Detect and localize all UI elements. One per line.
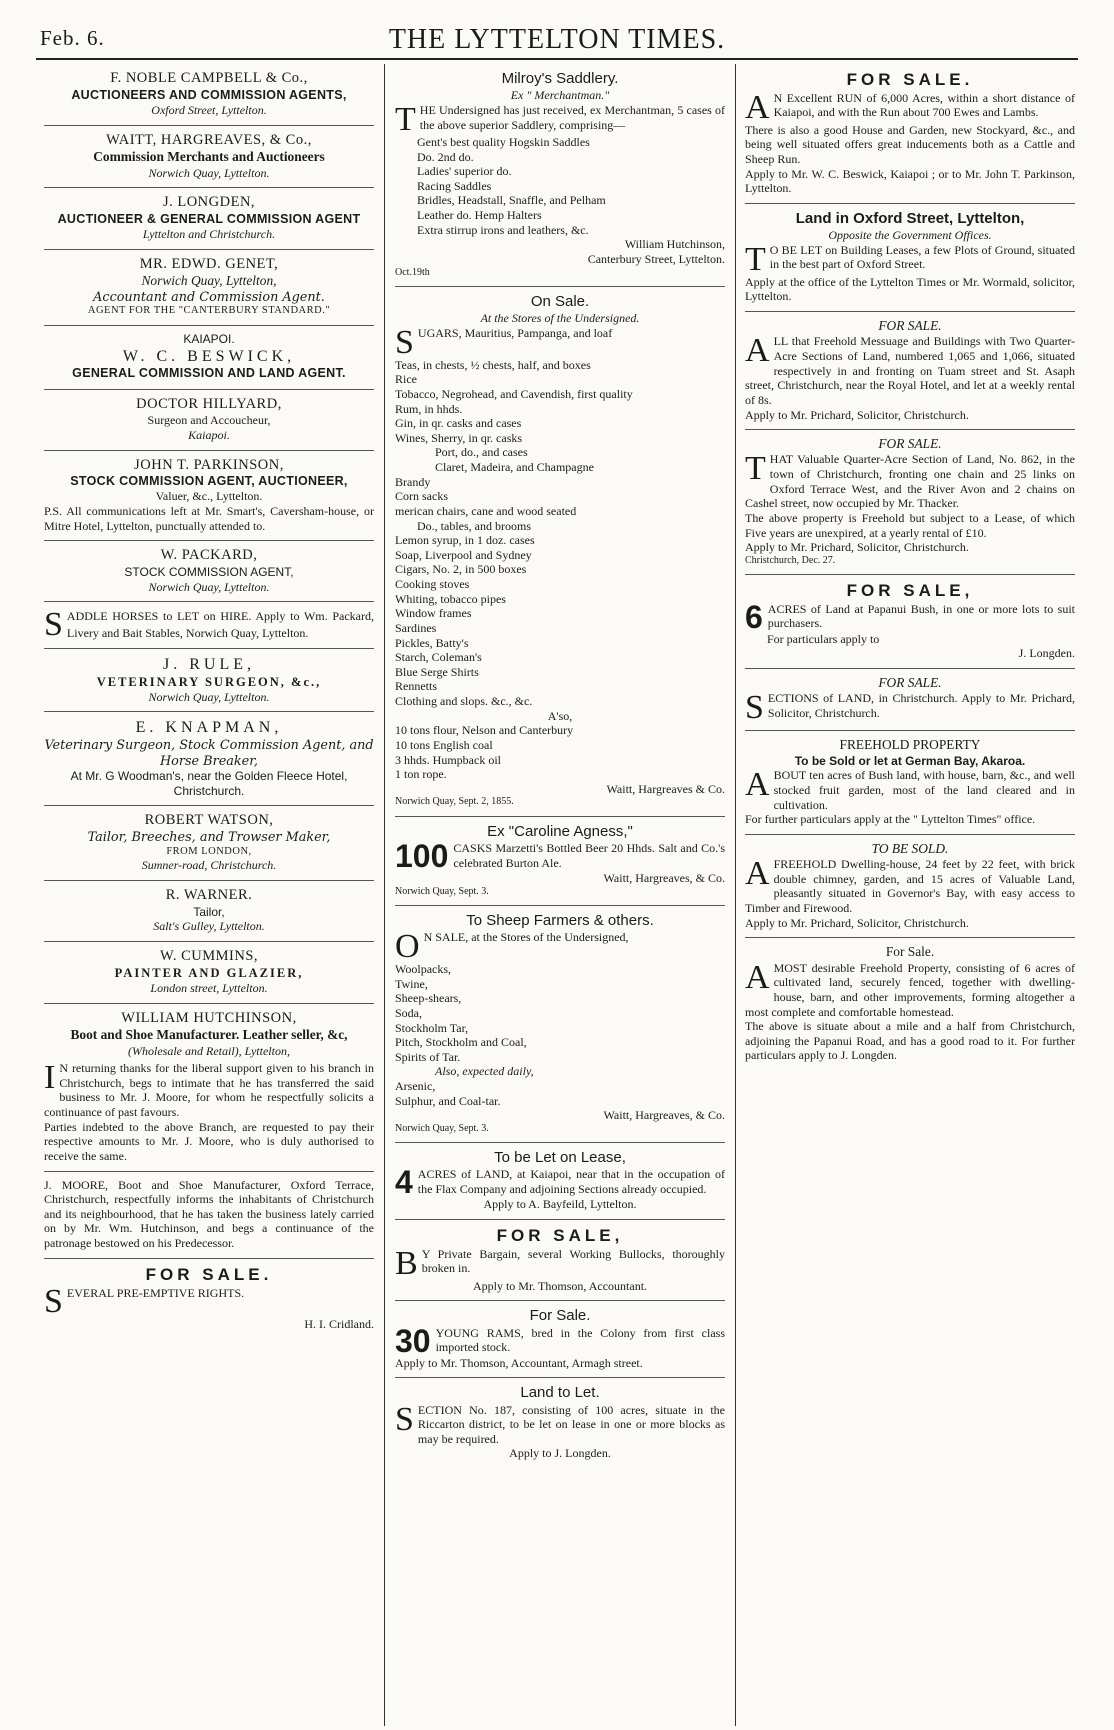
ad-rule [44, 649, 374, 712]
ad-body-text: N returning thanks for the liberal support given to his branch in Christchurch, begs to intimate that he has transferred the said business to Mr. J. Moore, for whom he respectfully solicits a continuance of past favours. [44, 1061, 374, 1120]
list-item: 1 ton rope. [395, 767, 447, 782]
ad-signature: H. I. Cridland. [304, 1317, 374, 1332]
ad-signature: Waitt, Hargreaves, & Co. [603, 1108, 725, 1123]
ad-address: Norwich Quay, Lyttelton. [148, 689, 270, 704]
ad-apply: Apply to J. Longden. [509, 1446, 611, 1461]
ad-address: Norwich Quay, Lyttelton, [141, 273, 277, 289]
ad-line: For particulars apply to [767, 631, 880, 646]
ad-signature: Waitt, Hargreaves, & Co. [603, 870, 725, 885]
ad-head: Land in Oxford Street, Lyttelton, [795, 209, 1025, 227]
ad-firm: DOCTOR HILLYARD, [136, 395, 282, 412]
list-note: Also, expected daily, [435, 1064, 534, 1079]
ad-note: AGENT FOR THE "CANTERBURY STANDARD." [87, 305, 331, 317]
list-item: A'so, [547, 708, 573, 723]
ad-body-text: O BE LET on Building Leases, a few Plots of Ground, situated in the best part of Oxford Street. [769, 242, 1075, 272]
ad-apply: Apply to Mr. Prichard, Solicitor, Christchurch. [745, 540, 969, 555]
ad-body [745, 452, 1075, 511]
ad-oxford-street-land [745, 204, 1075, 312]
list-item: Extra stirrup irons and leathers, &c. [417, 222, 589, 237]
list-item: Lemon syrup, in 1 doz. cases [395, 533, 535, 548]
ad-head: FOR SALE. [878, 436, 942, 452]
ad-moore [44, 1172, 374, 1259]
column-2 [395, 64, 725, 1726]
list-item: Cooking stoves [395, 577, 470, 592]
ad-head: Milroy's Saddlery. [501, 70, 619, 87]
ad-parkinson [44, 451, 374, 542]
ad-date: Norwich Quay, Sept. 2, 1855. [395, 796, 514, 808]
ad-body [745, 689, 1075, 727]
ad-firm: WAITT, HARGREAVES, & Co., [106, 131, 312, 148]
list-item: Arsenic, [395, 1079, 436, 1093]
ad-address: Norwich Quay, Lyttelton. [148, 165, 270, 180]
ad-pre-emptive [44, 1259, 374, 1339]
list-item: Teas, in chests, ½ chests, half, and boxes [395, 357, 591, 372]
item-list [395, 358, 725, 782]
ad-head: On Sale. [530, 292, 590, 310]
ad-hutchinson [44, 1004, 374, 1172]
ad-role: Veterinary Surgeon, Stock Commission Agent, and Horse Breaker, [44, 737, 374, 769]
drop-cap: S [395, 1400, 414, 1438]
list-item: Gent's best quality Hogskin Saddles [417, 134, 590, 149]
ad-body-text: ECTION No. 187, consisting of 100 acres, situate in the Riccarton district, to be let on lease in one or more blocks as may be required. [417, 1402, 725, 1446]
ad-role: GENERAL COMMISSION AND LAND AGENT. [72, 366, 346, 381]
ad-waitt [44, 126, 374, 189]
ad-address: Sumner-road, Christchurch. [141, 858, 277, 873]
list-item: Rennetts [395, 679, 437, 694]
list-item: Twine, [395, 976, 428, 991]
column-1 [44, 64, 374, 1726]
ad-date: Christchurch, Dec. 27. [745, 554, 836, 566]
ad-head: FOR SALE. [878, 318, 942, 334]
ad-firm: ROBERT WATSON, [144, 812, 274, 829]
ad-sub: Opposite the Government Offices. [828, 228, 992, 243]
ad-signature: William Hutchinson, [624, 237, 725, 252]
lead-number: 6 [745, 598, 763, 635]
ad-hillyard [44, 390, 374, 451]
list-item: 10 tons English coal [395, 737, 493, 752]
ad-campbell [44, 64, 374, 126]
ad-warner [44, 881, 374, 942]
ad-body [395, 1400, 725, 1447]
list-item: merican chairs, cane and wood seated [395, 503, 577, 518]
list-item: Pitch, Stockholm and Coal, [395, 1035, 527, 1050]
ad-body-text: ECTIONS of LAND, in Christchurch. Apply to Mr. Prichard, Solicitor, Christchurch. [767, 691, 1075, 720]
ad-young-rams [395, 1301, 725, 1378]
drop-cap: A [745, 88, 770, 126]
ad-land-to-let [395, 1378, 725, 1468]
ad-sub: To be Sold or let at German Bay, Akaroa. [794, 753, 1026, 768]
ad-signature: Waitt, Hargreaves & Co. [606, 781, 725, 796]
list-item: Leather do. Hemp Halters [417, 208, 542, 223]
item-list [395, 135, 725, 237]
ad-body [395, 837, 725, 874]
ad-head: For Sale. [885, 944, 935, 960]
ad-milroy-saddlery [395, 64, 725, 287]
list-item: Starch, Coleman's [395, 650, 482, 665]
ad-sub: Ex " Merchantman." [510, 88, 610, 103]
ad-firm: WILLIAM HUTCHINSON, [121, 1009, 297, 1026]
ad-on-sale-stores [395, 287, 725, 817]
ad-body [44, 1283, 374, 1321]
ad-apply: Apply to Mr. Prichard, Solicitor, Christchurch. [745, 915, 969, 930]
list-item: Soda, [395, 1005, 422, 1020]
ad-from: FROM LONDON, [166, 845, 252, 857]
ad-body-text: ACRES of Land at Papanui Bush, in one or more lots to suit purchasers. [767, 601, 1075, 631]
ad-governors-bay [745, 835, 1075, 938]
ad-cummins [44, 942, 374, 1004]
item-list [395, 962, 725, 1108]
ad-papanui-homestead [745, 938, 1075, 1070]
ad-head: Ex "Caroline Agness," [487, 822, 633, 840]
ad-role: STOCK COMMISSION AGENT, AUCTIONEER, [70, 474, 348, 489]
list-item: Sulphur, and Coal-tar. [395, 1093, 501, 1108]
list-item: Woolpacks, [395, 962, 452, 976]
ad-head: Land to Let. [520, 1384, 600, 1402]
ad-body-text: CASKS Marzetti's Bottled Beer 20 Hhds. Salt and Co.'s celebrated Burton Ale. [453, 840, 725, 870]
list-item: Brandy [395, 474, 431, 489]
list-item: Claret, Madeira, and Champagne [435, 460, 594, 475]
ad-working-bullocks [395, 1220, 725, 1301]
list-item: Wines, Sherry, in qr. casks [395, 430, 523, 445]
list-item: Corn sacks [395, 489, 448, 504]
ad-body-text: BOUT ten acres of Bush land, with house, barn, &c., and well stocked fruit garden, most of the land cleared and in cultivation. [773, 768, 1075, 812]
column-divider-1 [384, 64, 385, 1726]
column-divider-2 [735, 64, 736, 1726]
ad-sheep-farmers [395, 906, 725, 1143]
list-item: Stockholm Tar, [395, 1020, 469, 1035]
list-item: Tobacco, Negrohead, and Cavendish, first quality [395, 386, 633, 401]
ad-firm: JOHN T. PARKINSON, [134, 456, 284, 473]
ad-body-text: ACRES of LAND, at Kaiapoi, near that in the occupation of the Flax Company and adjoining Sections already occupied. [417, 1167, 725, 1196]
ad-german-bay [745, 731, 1075, 834]
ad-body [745, 598, 1075, 635]
ad-address: London street, Lyttelton. [150, 980, 268, 995]
ad-body-text: HAT Valuable Quarter-Acre Section of Land, No. 862, in the town of Christchurch, fronting one chain and 25 links on Oxford Terrace West, and the River Avon and 2 chains on Cashel street, now occupied by Mr. Thacker. [745, 452, 1075, 511]
ad-role: VETERINARY SURGEON, &c., [96, 674, 322, 689]
ad-body-text: HE Undersigned has just received, ex Merchantman, 5 cases of the above superior Saddlery, comprising— [419, 102, 725, 132]
drop-cap: S [395, 323, 414, 361]
ad-body [745, 240, 1075, 278]
list-item: Gin, in qr. casks and cases [395, 416, 522, 431]
ad-head: FREEHOLD PROPERTY [839, 737, 981, 753]
ad-firm: E. KNAPMAN, [135, 719, 283, 737]
ad-role: Tailor, [193, 904, 225, 919]
ad-signature-address: Canterbury Street, Lyttelton. [587, 251, 725, 266]
ad-watson [44, 806, 374, 881]
ad-address: Oxford Street, Lyttelton. [151, 102, 267, 117]
list-item: Pickles, Batty's [395, 635, 469, 650]
list-item: Bridles, Headstall, Snaffle, and Pelham [417, 193, 606, 208]
masthead-rule [36, 58, 1078, 60]
ad-date: Norwich Quay, Sept. 3. [395, 885, 489, 897]
list-item: Rice [395, 372, 417, 387]
ad-body [745, 958, 1075, 1020]
list-item: Port, do., and cases [435, 445, 528, 460]
ad-head: FOR SALE. [878, 675, 942, 691]
ad-freehold-messuage [745, 312, 1075, 430]
ad-body [745, 857, 1075, 916]
ad-firm: W. PACKARD, [160, 547, 258, 564]
ad-genet [44, 250, 374, 326]
issue-date: Feb. 6. [40, 26, 105, 50]
lead-number: 30 [395, 1322, 431, 1359]
ad-body-2: Parties indebted to the above Branch, are requested to pay their respective amounts to Mr. J. Moore, who is duly authorised to receive the same. [44, 1119, 374, 1163]
ad-head: TO BE SOLD. [871, 840, 949, 856]
ad-body: ADDLE HORSES to LET on HIRE. Apply to Wm. Packard, Livery and Bait Stables, Norwich Quay, Lyttelton. [66, 609, 374, 640]
ad-body [395, 1164, 725, 1201]
ad-body-2: The above property is Freehold but subject to a Lease, of which Five years are unexpired, at a yearly rental of £10. [745, 510, 1075, 540]
ad-body: J. MOORE, Boot and Shoe Manufacturer, Oxford Terrace, Christchurch, respectfully informs the inhabitants of Christchurch and its neighbourhood, that he has taken the business lately carried on by Mr. Wm. Hutchinson, and begs a continuance of the patronage bestowed on his Predecessor. [44, 1177, 374, 1251]
ad-body-2: For further particulars apply at the " Lyttelton Times" office. [745, 812, 1036, 827]
ad-apply: Apply to Mr. Thomson, Accountant. [472, 1278, 648, 1293]
list-item: Spirits of Tar. [395, 1049, 461, 1064]
lead-number: 4 [395, 1164, 413, 1201]
ad-body-text: EVERAL PRE-EMPTIVE RIGHTS. [66, 1286, 245, 1301]
ad-sections-christchurch [745, 669, 1075, 731]
ad-quarter-acre [745, 430, 1075, 575]
list-item: Do. 2nd do. [417, 149, 474, 164]
ad-saddle-horses [44, 602, 374, 649]
ad-role: AUCTIONEERS AND COMMISSION AGENTS, [71, 87, 347, 102]
ad-head: FOR SALE. [145, 1264, 273, 1284]
ad-firm: W. CUMMINS, [159, 948, 259, 965]
ad-body [395, 928, 725, 965]
drop-cap: S [44, 606, 63, 644]
drop-cap: O [395, 928, 420, 965]
ad-body [745, 88, 1075, 126]
ad-body-2: There is also a good House and Garden, new Stockyard, &c., and being well situated offers great inducements both as a Cattle and Sheep Run. [745, 122, 1075, 166]
ad-longden [44, 188, 374, 250]
ad-head: FOR SALE. [846, 70, 974, 89]
ad-body [44, 1061, 374, 1120]
lead-number: 100 [395, 837, 449, 874]
ad-knapman [44, 712, 374, 806]
ad-body-text: FREEHOLD Dwelling-house, 24 feet by 22 feet, with brick double chimney, garden, and 15 acres of Valuable Land, pleasantly situated in Governor's Bay, with easy access to Timber and Firewood. [745, 857, 1075, 916]
ad-papanui-bush [745, 575, 1075, 669]
ad-role: PAINTER AND GLAZIER, [114, 965, 304, 980]
ad-apply: Apply to Mr. Prichard, Solicitor, Christchurch. [745, 407, 969, 422]
ad-packard [44, 541, 374, 602]
ad-let-on-lease [395, 1143, 725, 1220]
ad-body-text: Y Private Bargain, several Working Bullocks, thoroughly broken in. [421, 1246, 725, 1276]
ad-role: Boot and Shoe Manufacturer. Leather seller, &c, [70, 1027, 348, 1043]
list-item: Blue Serge Shirts [395, 664, 479, 679]
ad-body [395, 323, 725, 361]
ad-address: Lyttelton and Christchurch. [142, 227, 276, 242]
ad-body [395, 1244, 725, 1282]
list-item: 3 hhds. Humpback oil [395, 752, 501, 767]
masthead [40, 20, 1074, 54]
list-item: Ladies' superior do. [417, 164, 512, 179]
ad-line: Valuer, &c., Lyttelton. [155, 489, 263, 504]
drop-cap: T [745, 450, 766, 488]
ad-caroline-agness [395, 817, 725, 906]
list-item: Racing Saddles [417, 178, 492, 193]
drop-cap: A [745, 958, 770, 996]
ad-address: Norwich Quay, Lyttelton. [148, 579, 270, 594]
ad-date: Norwich Quay, Sept. 3. [395, 1122, 489, 1134]
ad-head: To be Let on Lease, [494, 1149, 626, 1167]
ad-apply: Apply to Mr. W. C. Beswick, Kaiapoi ; or to Mr. John T. Parkinson, Lyttelton. [745, 166, 1075, 196]
ad-address: At Mr. G Woodman's, near the Golden Fleece Hotel, Christchurch. [70, 769, 348, 798]
ad-firm: J. LONGDEN, [162, 194, 256, 211]
ad-head: FOR SALE, [496, 1225, 624, 1245]
ad-head: FOR SALE, [846, 581, 974, 601]
ad-body-text: UGARS, Mauritius, Pampanga, and loaf [417, 325, 613, 340]
drop-cap: T [745, 240, 766, 278]
list-item: Soap, Liverpool and Sydney [395, 547, 532, 562]
ad-body [395, 100, 725, 138]
ad-firm: MR. EDWD. GENET, [139, 255, 279, 272]
ad-apply: Apply to A. Bayfeild, Lyttelton. [483, 1197, 637, 1212]
list-item: 10 tons flour, Nelson and Canterbury [395, 723, 574, 738]
ad-role: Commission Merchants and Auctioneers [93, 149, 325, 165]
list-item: Sardines [395, 620, 437, 635]
ad-body-text: N Excellent RUN of 6,000 Acres, within a short distance of Kaiapoi, and with the Run about 700 Ewes and Lambs. [773, 90, 1075, 120]
ad-firm: F. NOBLE CAMPBELL & Co., [110, 70, 308, 86]
list-item: Cigars, No. 2, in 500 boxes [395, 562, 527, 577]
ad-signature: J. Longden. [1018, 646, 1075, 661]
ad-address: Kaiapoi. [188, 427, 230, 442]
ad-role: STOCK COMMISSION AGENT, [124, 565, 294, 580]
list-item: Sheep-shears, [395, 991, 462, 1006]
ad-body [395, 1322, 725, 1359]
ad-body-text: MOST desirable Freehold Property, consisting of 6 acres of cultivated land, securely fenced, together with dwelling-house, barn, and other improvements, forming altogether a most complete and comfortable homestead. [745, 960, 1075, 1019]
ad-firm: W. C. BESWICK, [122, 347, 296, 365]
ad-address: Salt's Gulley, Lyttelton. [153, 919, 265, 934]
drop-cap: A [745, 332, 770, 370]
ad-address: (Wholesale and Retail), Lyttelton, [128, 1043, 290, 1058]
ad-body [745, 768, 1075, 812]
drop-cap: S [745, 689, 764, 727]
list-item: Clothing and slops. &c., &c. [395, 694, 533, 709]
column-3 [745, 64, 1075, 1726]
list-item: Whiting, tobacco pipes [395, 591, 506, 606]
ad-role: AUCTIONEER & GENERAL COMMISSION AGENT [57, 211, 361, 226]
drop-cap: T [395, 100, 416, 138]
ad-sub: At the Stores of the Undersigned. [480, 311, 640, 326]
ad-role: Tailor, Breeches, and Trowser Maker, [87, 830, 331, 846]
ad-body-text: LL that Freehold Messuage and Buildings with Two Quarter-Acre Sections of Land, numbered 1,065 and 1,066, situated respectively in and fronting on Tuam street and St. Asaph street, Christchurch, near the Royal Hotel, and let at a weekly rental of 8s. [745, 334, 1075, 407]
drop-cap: S [44, 1283, 63, 1321]
ad-date: Oct.19th [395, 266, 430, 278]
ad-firm: R. WARNER. [165, 887, 253, 904]
ad-head: For Sale. [529, 1307, 591, 1325]
ad-head: To Sheep Farmers & others. [466, 911, 654, 929]
drop-cap: I [44, 1059, 56, 1097]
drop-cap: A [745, 855, 770, 893]
list-item: Rum, in hhds. [395, 401, 463, 416]
ad-place: KAIAPOI. [183, 332, 235, 347]
ad-body-text: YOUNG RAMS, bred in the Colony from first class imported stock. [435, 1325, 725, 1355]
drop-cap: B [395, 1244, 418, 1282]
ad-run-for-sale [745, 64, 1075, 204]
ad-firm: J. RULE, [163, 655, 255, 673]
list-item: Window frames [395, 606, 472, 621]
ad-body [745, 334, 1075, 407]
ad-beswick [44, 326, 374, 389]
ad-body-2: The above is situate about a mile and a half from Christchurch, adjoining the Papanui Road, and has a good road to it. For further particulars apply to J. Longden. [745, 1019, 1075, 1063]
ad-role: Accountant and Commission Agent. [93, 289, 325, 305]
newspaper-title: THE LYTTELTON TIMES. [388, 24, 726, 55]
ad-body-text: N SALE, at the Stores of the Undersigned, [423, 930, 629, 944]
list-item: Do., tables, and brooms [417, 518, 531, 533]
ad-apply: Apply to Mr. Thomson, Accountant, Armagh street. [395, 1355, 643, 1370]
drop-cap: A [745, 766, 770, 804]
ad-body: P.S. All communications left at Mr. Smart's, Caversham-house, or Mitre Hotel, Lyttelton, punctually attended to. [44, 504, 374, 533]
ad-apply: Apply at the office of the Lyttelton Times or Mr. Wormald, solicitor, Lyttelton. [745, 274, 1075, 304]
ad-role: Surgeon and Accoucheur, [147, 413, 271, 428]
